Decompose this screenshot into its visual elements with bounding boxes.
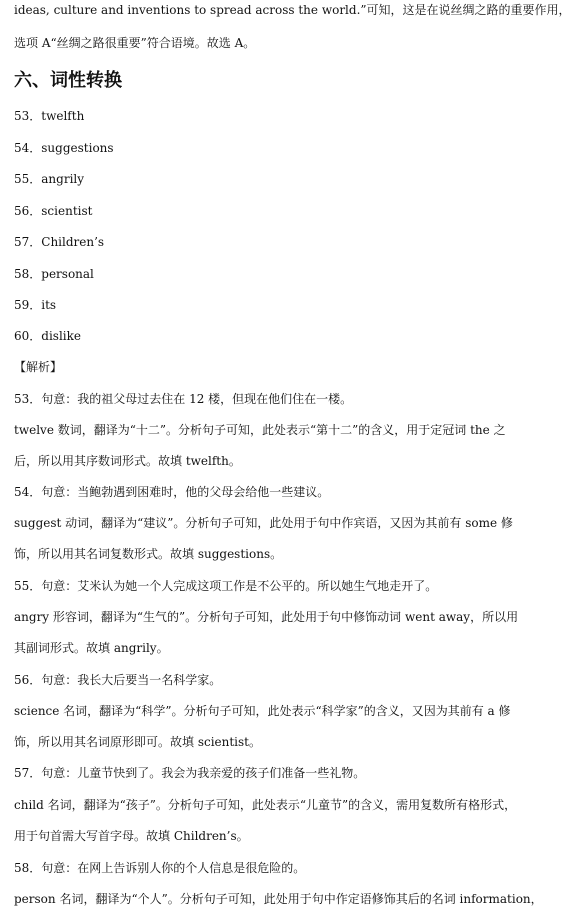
- explanation-line: 53．句意：我的祖父母过去住在 12 楼，但现在他们住在一楼。: [14, 392, 353, 406]
- explanation-line: 用于句首需大写首字母。故填 Children’s。: [14, 829, 249, 843]
- answer-item: 55．angrily: [14, 172, 85, 186]
- explanation-line: science 名词，翻译为“科学”。分析句子可知，此处表示“科学家”的含义，又因为其前有 a 修: [14, 704, 511, 718]
- explanation-line: 饰，所以用其名词原形即可。故填 scientist。: [14, 735, 262, 749]
- answer-item: 56．scientist: [14, 204, 93, 218]
- explanation-line: 饰，所以用其名词复数形式。故填 suggestions。: [14, 547, 283, 561]
- intro-line-2: 选项 A“丝绸之路很重要”符合语境。故选 A。: [14, 36, 256, 50]
- analysis-label: 【解析】: [14, 360, 63, 374]
- explanation-line: twelve 数词，翻译为“十二”。分析句子可知，此处表示“第十二”的含义，用于定冠词 the 之: [14, 423, 506, 437]
- section-title: 六、词性转换: [14, 70, 122, 91]
- explanation-line: 58．句意：在网上告诉别人你的个人信息是很危险的。: [14, 861, 306, 875]
- answer-item: 59．its: [14, 298, 57, 312]
- explanation-line: 57．句意：儿童节快到了。我会为我亲爱的孩子们准备一些礼物。: [14, 766, 366, 780]
- explanation-line: suggest 动词，翻译为“建议”。分析句子可知，此处用于句中作宾语，又因为其前有 some 修: [14, 516, 513, 530]
- explanation-line: person 名词，翻译为“个人”。分析句子可知，此处用于句中作定语修饰其后的名词 information，: [14, 892, 543, 906]
- answer-item: 53．twelfth: [14, 109, 85, 123]
- explanation-line: 后，所以用其序数词形式。故填 twelfth。: [14, 454, 241, 468]
- explanation-line: angry 形容词，翻译为“生气的”。分析句子可知，此处用于句中修饰动词 went away，所以用: [14, 610, 519, 624]
- explanation-line: 56．句意：我长大后要当一名科学家。: [14, 673, 222, 687]
- answer-item: 57．Children’s: [14, 235, 105, 249]
- explanation-line: child 名词，翻译为“孩子”。分析句子可知，此处表示“儿童节”的含义，需用复数所有格形式，: [14, 798, 517, 812]
- explanation-line: 55．句意：艾米认为她一个人完成这项工作是不公平的。所以她生气地走开了。: [14, 579, 438, 593]
- explanation-line: 54．句意：当鲍勃遇到困难时，他的父母会给他一些建议。: [14, 485, 330, 499]
- intro-line-1: ideas, culture and inventions to spread across the world.”可知，这是在说丝绸之路的重要作用，: [14, 3, 571, 17]
- explanation-line: 其副词形式。故填 angrily。: [14, 641, 169, 655]
- answer-item: 54．suggestions: [14, 141, 114, 155]
- answer-item: 60．dislike: [14, 329, 81, 343]
- answer-item: 58．personal: [14, 267, 94, 281]
